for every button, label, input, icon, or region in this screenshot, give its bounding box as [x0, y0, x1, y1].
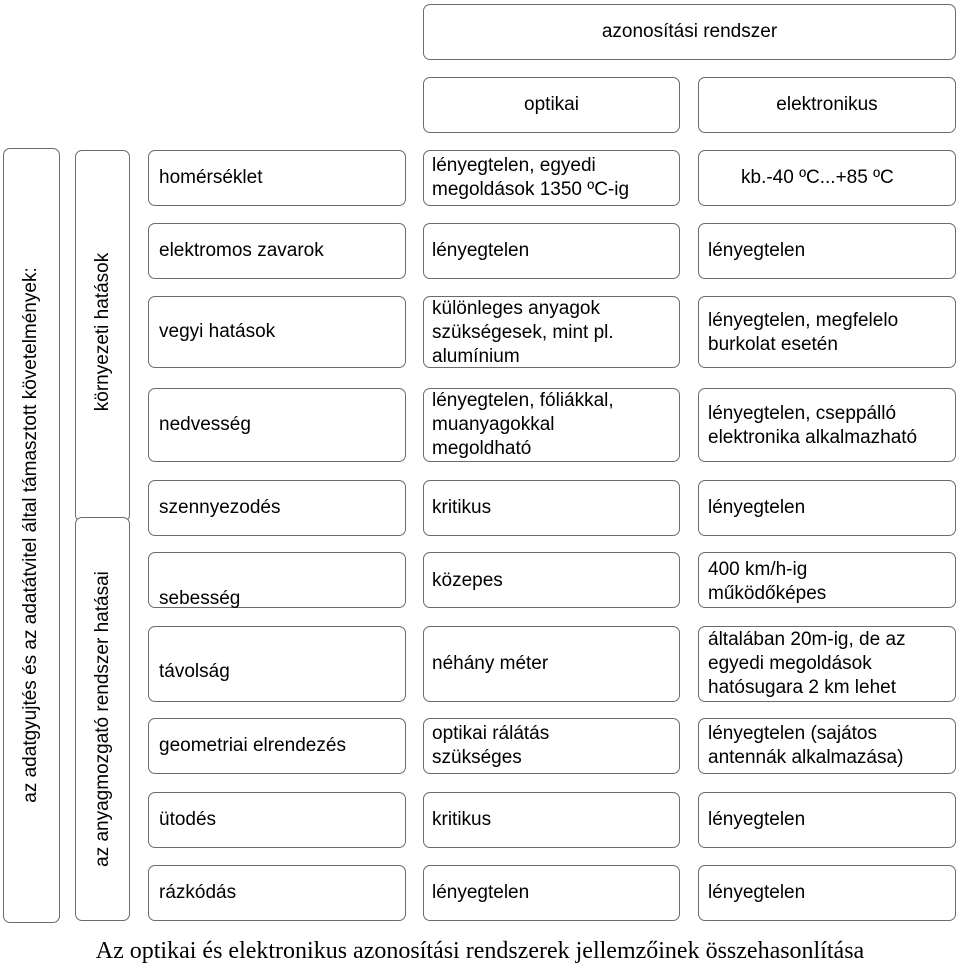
row-humidity-optical: lényegtelen, fóliákkal, muanyagokkal megoldható — [432, 390, 614, 459]
row-geometry-optical: optikai rálátás szükséges — [432, 723, 550, 768]
handling-label: az anyagmozgató rendszer hatásai — [92, 571, 113, 867]
row-humidity-electronic: lényegtelen, cseppálló elektronika alkalmazható — [708, 403, 918, 448]
environment-label: környezeti hatások — [92, 252, 113, 412]
row-geometry-label: geometriai elrendezés — [159, 735, 346, 756]
row-impact-label: ütodés — [159, 809, 217, 830]
row-speed-optical: közepes — [432, 570, 503, 591]
row-distance-label: távolság — [159, 661, 230, 682]
row-speed-electronic: 400 km/h-ig működőképes — [708, 559, 827, 604]
row-electrical-electronic: lényegtelen — [708, 240, 806, 261]
row-geometry-electronic: lényegtelen (sajátos antennák alkalmazása) — [708, 723, 904, 768]
row-chemical-electronic: lényegtelen, megfelelo burkolat esetén — [708, 310, 899, 355]
optical-header-box — [423, 77, 680, 133]
row-contamination-label: szennyezodés — [159, 497, 281, 518]
row-impact-electronic: lényegtelen — [708, 809, 806, 830]
row-vibration-electronic: lényegtelen — [708, 882, 806, 903]
row-temperature-label: homérséklet — [159, 167, 263, 188]
row-contamination-electronic: lényegtelen — [708, 497, 806, 518]
row-vibration-optical: lényegtelen — [432, 882, 530, 903]
row-distance-electronic: általában 20m-ig, de az egyedi megoldások hatósugara 2 km lehet — [708, 629, 906, 698]
row-distance-optical: néhány méter — [432, 653, 549, 674]
row-speed-label: sebesség — [159, 588, 241, 609]
row-temperature-electronic: kb.-40 ºC...+85 ºC — [741, 167, 894, 188]
electronic-header-box — [698, 77, 956, 133]
row-humidity-label: nedvesség — [159, 414, 251, 435]
figure-caption: Az optikai és elektronikus azonosítási rendszerek jellemzőinek összehasonlítása — [95, 938, 865, 964]
row-impact-optical: kritikus — [432, 809, 492, 830]
electronic-header: elektronikus — [776, 94, 878, 115]
row-chemical-label: vegyi hatások — [159, 321, 276, 342]
system-title-box — [423, 4, 956, 60]
row-vibration-label: rázkódás — [159, 882, 237, 903]
row-electrical-label: elektromos zavarok — [159, 240, 324, 261]
optical-header: optikai — [524, 94, 579, 115]
row-temperature-optical: lényegtelen, egyedi megoldások 1350 ºC-ig — [432, 155, 630, 200]
row-contamination-optical: kritikus — [432, 497, 492, 518]
row-electrical-optical: lényegtelen — [432, 240, 530, 261]
row-chemical-optical: különleges anyagok szükségesek, mint pl. alumínium — [432, 298, 614, 367]
outer-requirements-label: az adatgyujtés és az adatátvitel által támasztott követelmények: — [20, 267, 41, 803]
system-title: azonosítási rendszer — [601, 21, 778, 42]
